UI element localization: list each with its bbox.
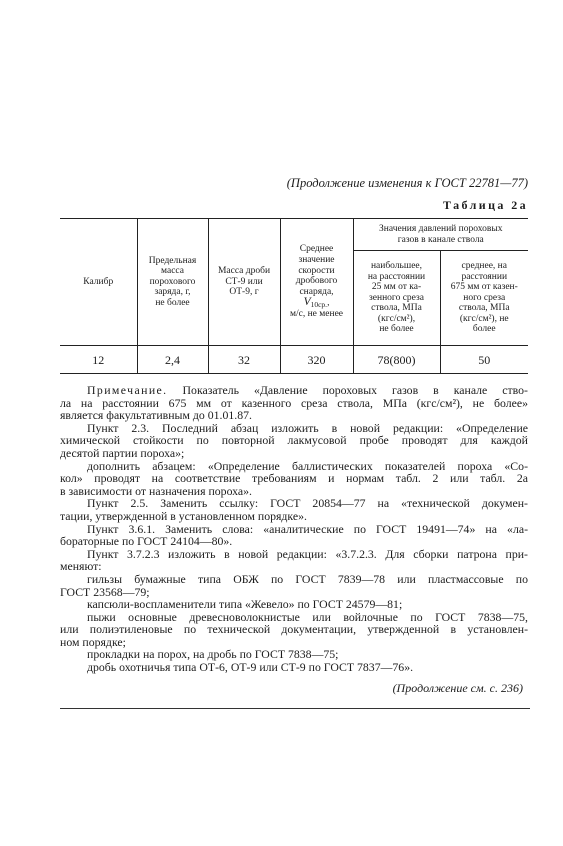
velocity-subscript: 10ср. [310,300,328,310]
text-line: химической стойкости по повторной лакмусовой пробе проводят для каждой [60,433,528,448]
list-item-shot [60,661,528,674]
list-item-primers [60,598,528,611]
paragraph-item-2-3 [60,422,528,460]
text-line: прокладки на порох, на дробь по ГОСТ 7838—75; [87,647,339,662]
header-line: порохового [149,276,196,287]
header-line: ствола, МПа [458,303,510,314]
footer-rule [60,708,530,709]
text-line: тации, утвержденной в установленном порядке». [60,508,307,523]
velocity-symbol: V [303,296,311,309]
text-line [60,384,528,397]
header-line: дробового [295,276,338,287]
header-line: наибольшее, [370,260,423,271]
list-item-cases [60,573,528,598]
text-line: ГОСТ 23568—79; [60,584,150,599]
velocity-symbol-line [283,297,351,309]
header-line: на расстоянии [367,271,426,282]
header-pressure-max [353,251,440,346]
header-line: Значения давлений пороховых [379,223,503,234]
header-velocity [280,219,353,346]
header-line: ствола, МПа [371,303,422,314]
header-line: масса [161,266,184,277]
header-lines [356,224,527,245]
cell-shot-mass: 32 [208,346,280,374]
header-line: заряда, г, [154,287,191,298]
header-line: СТ-9 или [225,276,263,287]
text-line: дробь охотничья типа ОТ-6, ОТ-9 или СТ-9 по ГОСТ 7837—76». [87,660,414,675]
header-line: Предельная [148,255,197,266]
text-line: ла на расстоянии 675 мм от казенного среза ствола, МПа (кгс/см²), не более» [60,395,528,410]
text-line: гильзы бумажные типа ОБЖ по ГОСТ 7839—78 или пластмассовые по [87,571,528,586]
header-pressure-group [353,219,528,251]
header-pressure-mean [440,251,528,346]
text-line: кол» проводят на соответствие требованиям и нормам табл. 2 или табл. 2а [60,471,528,486]
cell-pressure-mean: 50 [440,346,528,374]
header-line: скорости [298,265,335,276]
table-header-row [60,219,528,251]
text-line: меняют: [60,559,102,574]
text-line: Пункт 3.6.1. Заменить слова: «аналитические по ГОСТ 19491—74» на «ла- [87,521,528,536]
header-line: Калибр [83,276,114,287]
header-line: среднее, на [461,260,507,271]
continuation-header: (Продолжение изменения к ГОСТ 22781—77) [286,176,528,190]
header-line: более [472,324,496,335]
note-label: Примечание. [87,383,168,397]
text-line: десятой партии пороха»; [60,445,185,460]
header-lines [62,277,135,288]
text-line: ном порядке; [60,634,126,649]
header-line: Масса дроби [217,266,271,277]
text-line: капсюли-воспламенители типа «Жевело» по ГОСТ 24579—81; [87,597,403,612]
continuation-footer: (Продолжение см. с. 236) [392,681,523,695]
cell-velocity: 320 [280,346,353,374]
paragraph-item-3-6-1 [60,523,528,548]
velocity-symbol-suffix: , [327,298,330,309]
header-line: ного среза [463,292,506,303]
header-lines [356,261,438,335]
text-line: является факультативным до 01.01.87. [60,408,252,423]
header-line: значение [298,255,335,266]
note-paragraph [60,384,528,422]
text-line: дополнить абзацем: «Определение баллистических показателей пороха «Со- [87,458,528,473]
header-line: (кгс/см²), не [459,313,509,324]
table-2a [60,218,528,374]
text-line: бораторные по ГОСТ 24104—80». [60,534,233,549]
header-line: ОТ-9, г [229,287,259,298]
header-line: (кгс/см²), [377,313,416,324]
list-item-wads [60,611,528,649]
header-line: зенного среза [369,292,424,303]
header-line: Среднее [299,244,334,255]
paragraph-lines [60,397,528,422]
header-lines [140,256,206,309]
header-charge-mass [137,219,208,346]
text-line: в зависимости от назначения пороха». [60,483,253,498]
text-line: Пункт 2.3. Последний абзац изложить в новой редакции: «Определение [87,420,528,435]
text-line: или полиэтиленовые по технической документации, утвержденной в установлен- [60,622,528,637]
header-line: газов в канале ствола [397,234,484,245]
header-line: м/с, не менее [289,308,344,319]
body-text [60,384,528,674]
header-line: не более [155,297,190,308]
text-line: Пункт 2.5. Заменить ссылку: ГОСТ 20854—77 на «технической докумен- [87,496,528,511]
paragraph-item-3-7-2-3 [60,548,528,573]
text-line: Пункт 3.7.2.3 изложить в новой редакции: «3.7.2.3. Для сборки патрона при- [87,546,528,561]
paragraph-addendum [60,460,528,498]
table-row [60,346,528,374]
table-caption: Таблица 2а [443,198,528,212]
header-line: 675 мм от казен- [450,282,518,293]
text-line: пыжи основные древесноволокнистые или войлочные по ГОСТ 7838—75, [87,609,528,624]
cell-caliber: 12 [92,352,105,367]
header-caliber [60,219,137,346]
cell-charge-mass: 2,4 [137,346,208,374]
header-shot-mass [208,219,280,346]
header-lines [211,266,278,298]
cell-pressure-max: 78(800) [353,346,440,374]
header-lines [283,309,351,320]
header-line: 25 мм от ка- [371,282,422,293]
header-line: не более [379,324,414,335]
paragraph-item-2-5 [60,497,528,522]
header-lines [443,261,527,335]
note-first-line: Показатель «Давление пороховых газов в канале ство- [167,383,528,397]
header-line: расстоянии [461,271,508,282]
header-lines [283,244,351,297]
header-line: снаряда, [299,286,334,297]
